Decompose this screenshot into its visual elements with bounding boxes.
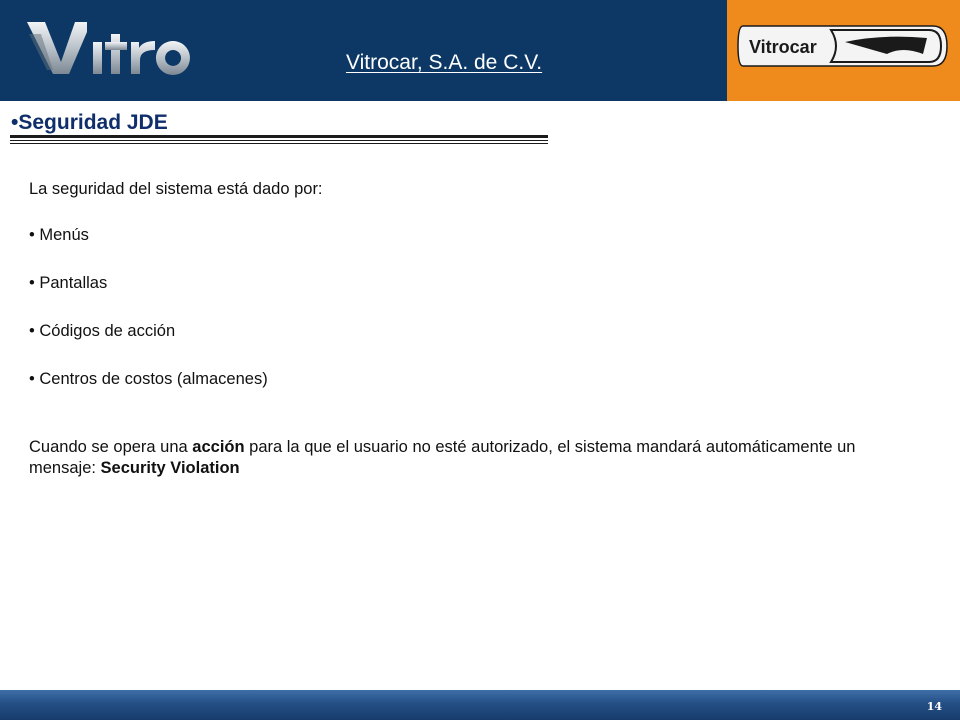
company-name: Vitrocar, S.A. de C.V. [346,51,543,74]
security-paragraph [29,437,889,479]
vitro-logo [27,14,192,80]
title-divider [10,133,548,144]
footer-bar [0,690,960,720]
bullet-pantallas: • Pantallas [29,274,108,292]
intro-text: La seguridad del sistema está dado por: [29,180,323,198]
brand-panel [727,0,960,101]
page-number: 14 [926,700,942,713]
para-bold-accion: acción [192,438,245,456]
bullet-centros: • Centros de costos (almacenes) [29,370,268,388]
para-part2: para la que el usuario no esté autorizado, el sistema mandará automáticamente un mensaje: [29,438,856,477]
para-bold-security-violation: Security Violation [100,459,240,477]
bullet-codigos: • Códigos de acción [29,322,176,340]
section-title: •Seguridad JDE [11,111,168,134]
vitrocar-logo [737,24,950,68]
para-part1: Cuando se opera una [29,438,193,456]
svg-text:Vitrocar: Vitrocar [749,37,817,57]
header-bar [0,0,727,101]
bullet-menus: • Menús [29,226,89,244]
